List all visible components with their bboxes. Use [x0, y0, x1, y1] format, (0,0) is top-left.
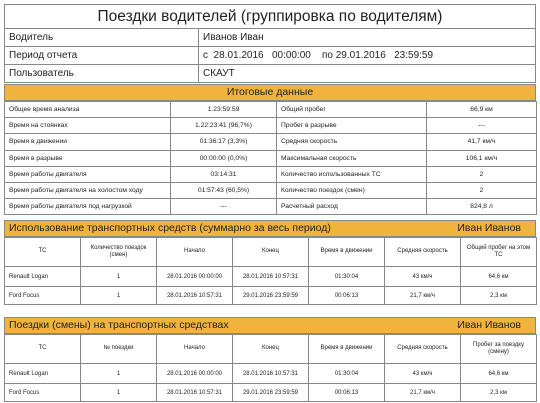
trips-title: Поездки (смены) на транспортных средствах [9, 319, 229, 331]
table-cell: 00:06:13 [309, 384, 385, 402]
report-params-table [4, 29, 536, 83]
summary-value: 41,7 км/ч [427, 134, 537, 150]
table-cell: 01:30:04 [309, 364, 385, 384]
vehicles-table [4, 237, 537, 305]
summary-value: 03:14:31 [171, 166, 277, 182]
param-value: Иванов Иван [199, 29, 536, 47]
column-header: Начало [157, 335, 233, 364]
table-cell: 43 км/ч [385, 267, 461, 287]
summary-table [4, 101, 537, 215]
summary-row [5, 150, 537, 166]
table-row [5, 287, 537, 305]
summary-label: Расчетный расход [277, 199, 427, 215]
summary-row [5, 102, 537, 118]
table-cell: 1 [81, 384, 157, 402]
summary-row [5, 166, 537, 182]
param-row-driver [5, 29, 536, 47]
summary-label: Время работы двигателя [5, 166, 171, 182]
table-cell: Ford Focus [5, 384, 81, 402]
param-row-user [5, 65, 536, 83]
summary-value: 824,8 л [427, 199, 537, 215]
summary-value: --- [427, 118, 537, 134]
summary-row [5, 118, 537, 134]
summary-row [5, 134, 537, 150]
vehicles-title: Использование транспортных средств (суммарно за весь период) [9, 222, 331, 234]
table-cell: 1 [81, 267, 157, 287]
summary-label: Время в движении [5, 134, 171, 150]
column-header: Количество поездок (смен) [81, 238, 157, 267]
summary-value: 2 [427, 166, 537, 182]
summary-value: 1.23:59:59 [171, 102, 277, 118]
table-cell: 21,7 км/ч [385, 384, 461, 402]
table-cell: 28.01.2016 00:00:00 [157, 267, 233, 287]
table-cell: 29.01.2016 23:59:59 [233, 287, 309, 305]
summary-label: Общий пробег [277, 102, 427, 118]
table-cell: 28.01.2016 10:57:31 [157, 287, 233, 305]
summary-value: 00:00:00 (0,0%) [171, 150, 277, 166]
table-cell: 64,6 км [461, 267, 537, 287]
table-cell: Renault Logan [5, 364, 81, 384]
summary-label: Пробег в разрыве [277, 118, 427, 134]
column-header: Пробег за поездку (смену) [461, 335, 537, 364]
table-cell: 28.01.2016 10:57:31 [233, 364, 309, 384]
table-row [5, 267, 537, 287]
column-header: Средняя скорость [385, 335, 461, 364]
trips-table [4, 334, 537, 402]
summary-label: Время на стоянках [5, 118, 171, 134]
column-header: Общий пробег на этом ТС [461, 238, 537, 267]
param-label: Период отчета [5, 47, 199, 65]
summary-title: Итоговые данные [4, 84, 536, 101]
summary-label: Средняя скорость [277, 134, 427, 150]
table-row [5, 384, 537, 402]
summary-label: Общее время анализа [5, 102, 171, 118]
table-cell: 00:06:13 [309, 287, 385, 305]
column-header: № поездки [81, 335, 157, 364]
column-header: ТС [5, 335, 81, 364]
table-cell: 1 [81, 287, 157, 305]
column-header: Средняя скорость [385, 238, 461, 267]
summary-value: 66,9 км [427, 102, 537, 118]
summary-value: 1.22:23:41 (96,7%) [171, 118, 277, 134]
vehicles-section [4, 220, 536, 305]
column-header: Конец [233, 238, 309, 267]
param-value: СКАУТ [199, 65, 536, 83]
vehicles-driver: Иван Иванов [457, 222, 521, 234]
table-cell: 01:30:04 [309, 267, 385, 287]
table-cell: 28.01.2016 10:57:31 [233, 267, 309, 287]
column-header: Время в движении [309, 335, 385, 364]
summary-row [5, 199, 537, 215]
param-label: Пользователь [5, 65, 199, 83]
table-cell: 43 км/ч [385, 364, 461, 384]
summary-label: Количество поездок (смен) [277, 182, 427, 198]
summary-label: Время работы двигателя под нагрузкой [5, 199, 171, 215]
table-cell: 2,3 км [461, 287, 537, 305]
report-header [4, 4, 536, 83]
trips-section [4, 317, 536, 402]
table-cell: 2,3 км [461, 384, 537, 402]
table-row [5, 364, 537, 384]
table-cell: 29.01.2016 23:59:59 [233, 384, 309, 402]
column-header: Начало [157, 238, 233, 267]
param-value: с 28.01.2016 00:00:00 по 29.01.2016 23:59:59 [199, 47, 536, 65]
table-cell: Renault Logan [5, 267, 81, 287]
param-row-period [5, 47, 536, 65]
table-cell: 28.01.2016 00:00:00 [157, 364, 233, 384]
summary-label: Максимальная скорость [277, 150, 427, 166]
table-cell: 64,6 км [461, 364, 537, 384]
column-header: Время в движении [309, 238, 385, 267]
summary-value: 01:57:43 (60,5%) [171, 182, 277, 198]
summary-label: Время в разрыве [5, 150, 171, 166]
report-title: Поездки водителей (группировка по водителям) [4, 4, 536, 29]
summary-value: 106,1 км/ч [427, 150, 537, 166]
summary-label: Количество использованных ТС [277, 166, 427, 182]
column-header: ТС [5, 238, 81, 267]
table-cell: 21,7 км/ч [385, 287, 461, 305]
table-cell: 28.01.2016 10:57:31 [157, 384, 233, 402]
summary-value: --- [171, 199, 277, 215]
param-label: Водитель [5, 29, 199, 47]
summary-row [5, 182, 537, 198]
summary-section [4, 84, 536, 215]
table-cell: Ford Focus [5, 287, 81, 305]
column-header: Конец [233, 335, 309, 364]
table-cell: 1 [81, 364, 157, 384]
trips-title-bar [4, 317, 536, 334]
summary-label: Время работы двигателя на холостом ходу [5, 182, 171, 198]
summary-value: 01:36:17 (3,3%) [171, 134, 277, 150]
summary-value: 2 [427, 182, 537, 198]
vehicles-title-bar [4, 220, 536, 237]
trips-driver: Иван Иванов [457, 319, 521, 331]
